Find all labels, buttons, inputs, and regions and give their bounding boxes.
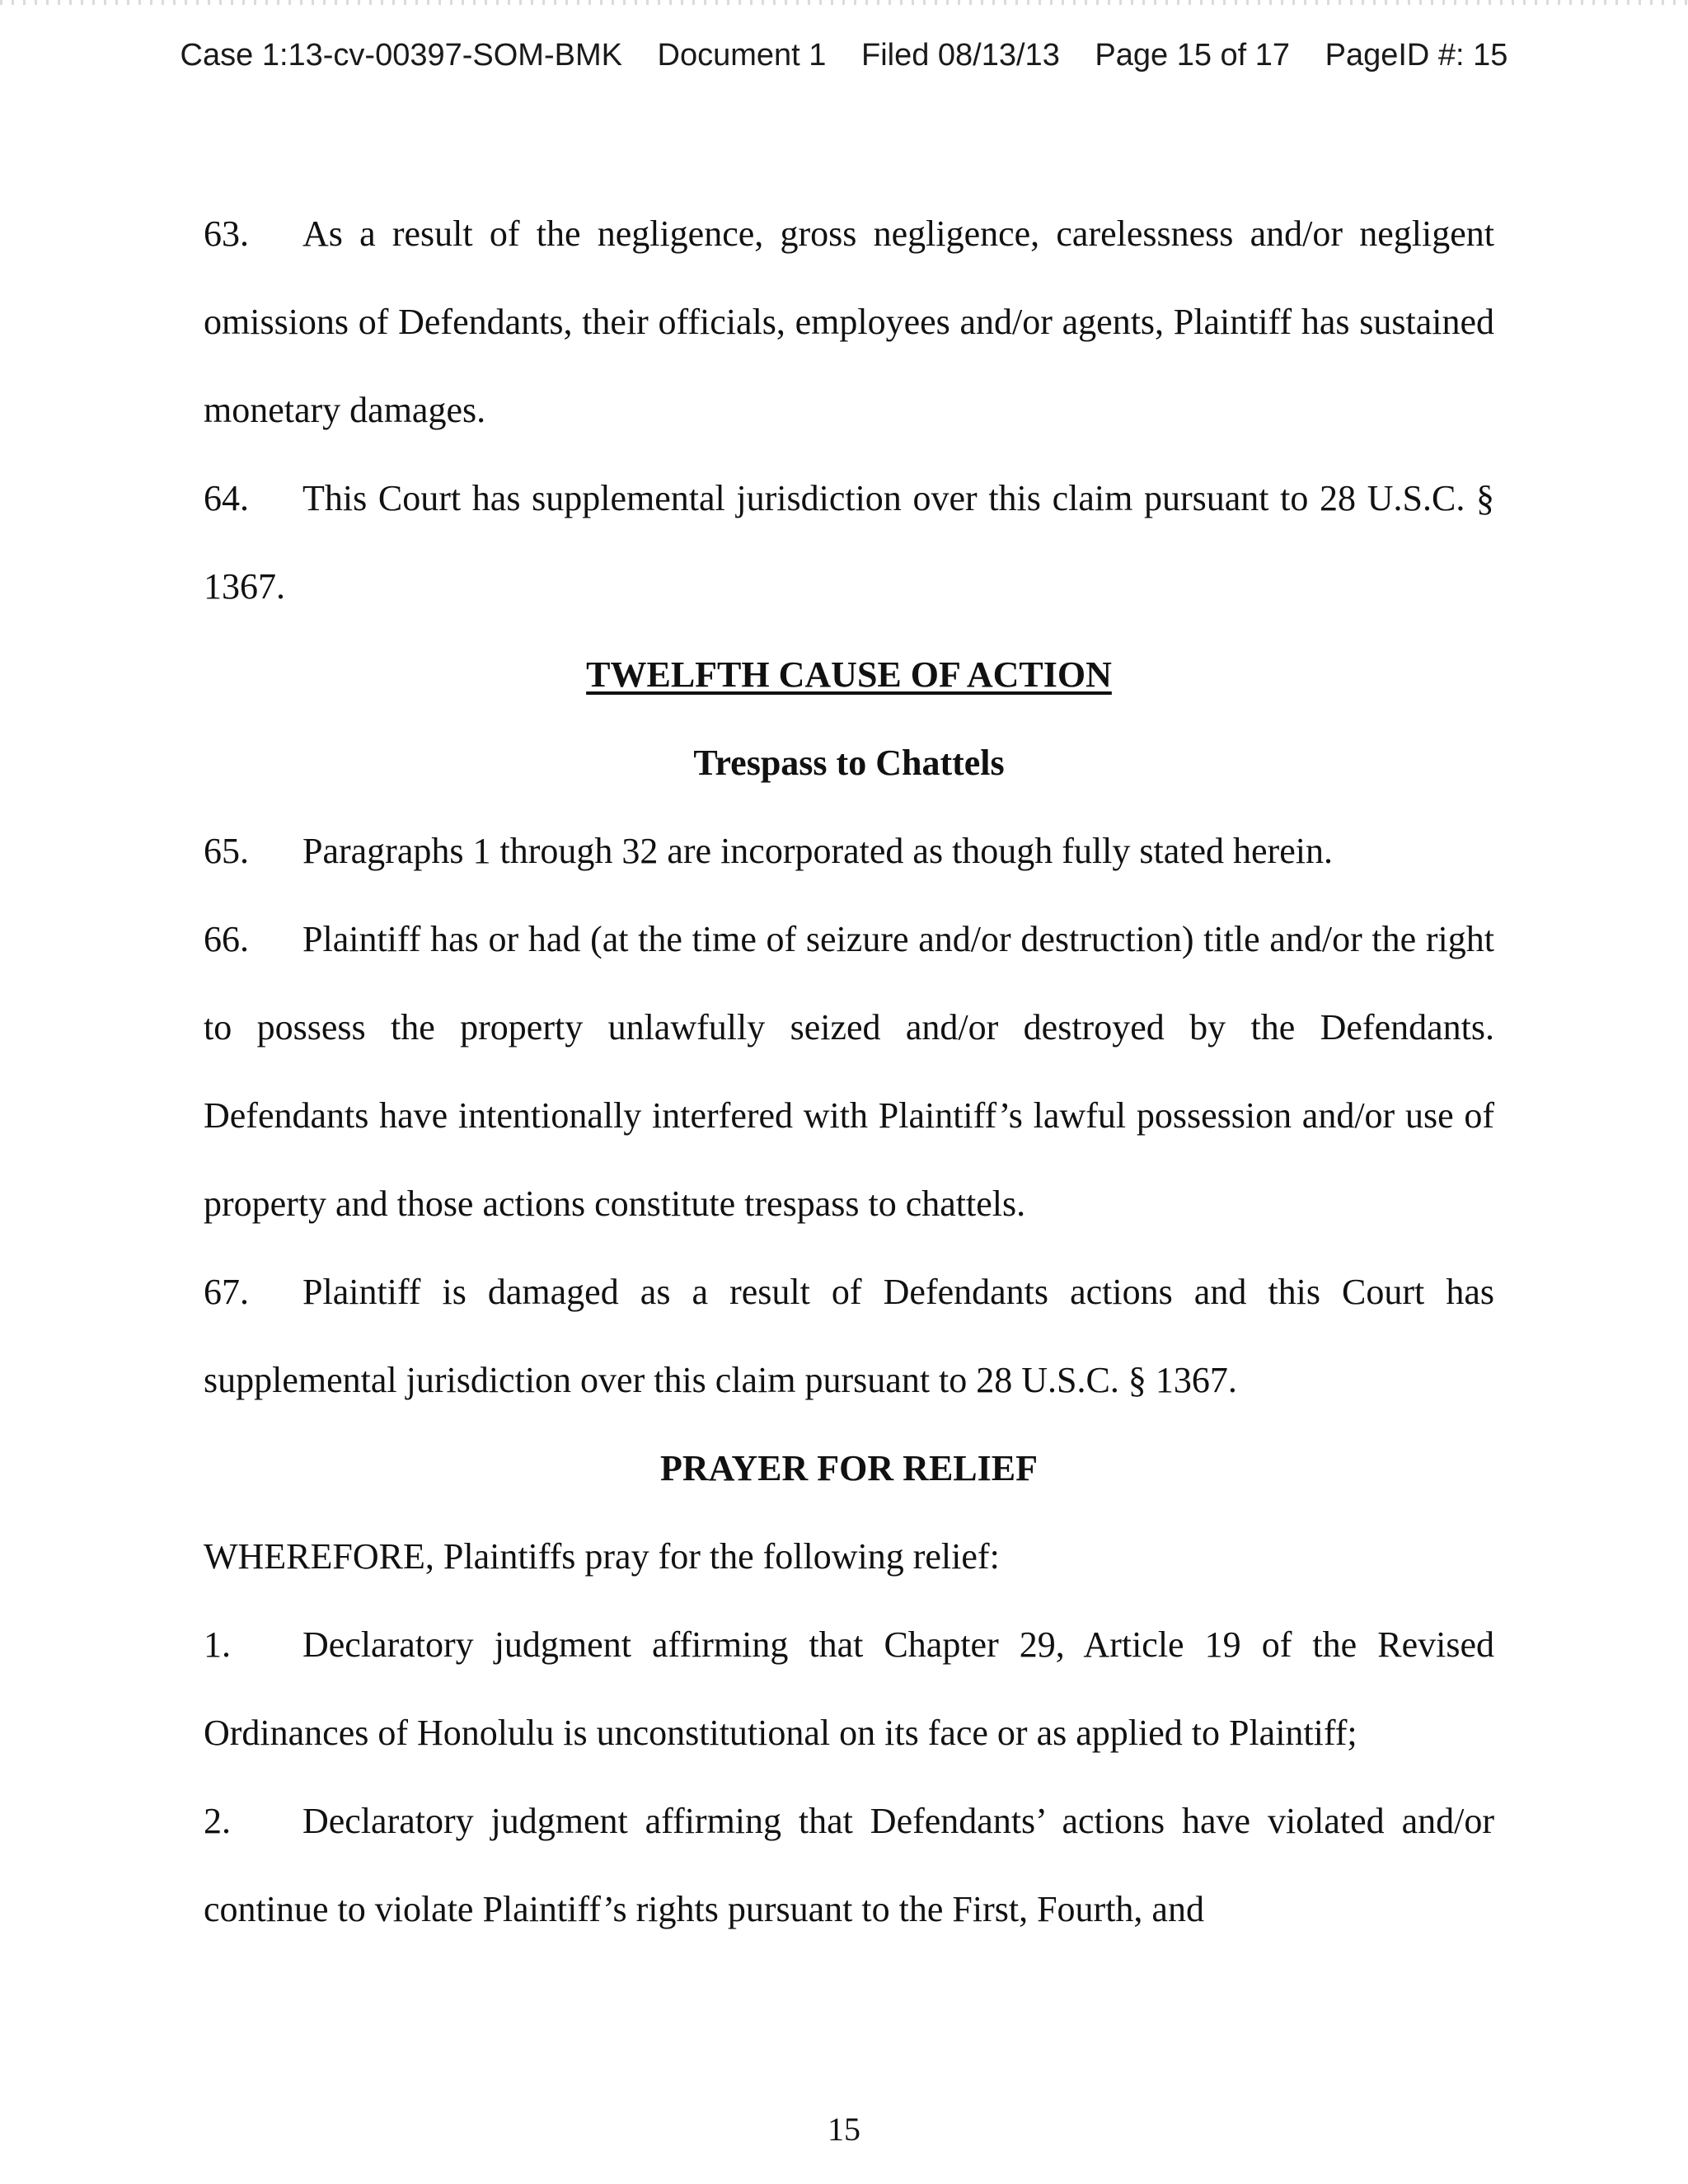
paragraph-number: 66. [204, 919, 249, 959]
section-heading-twelfth-cause: TWELFTH CAUSE OF ACTION [586, 654, 1112, 695]
paragraph-text: As a result of the negligence, gross negligence, carelessness and/or negligent omissions of Defendants, their officials, employees and/or agents, Plaintiff has sustained monetary damages. [204, 213, 1494, 430]
paragraph-64 [204, 454, 1494, 630]
paragraph-number: 64. [204, 478, 249, 518]
scan-edge-artifact [0, 0, 1688, 5]
relief-number: 2. [204, 1801, 231, 1841]
document-number: Document 1 [657, 38, 827, 73]
document-body [204, 190, 1494, 1953]
relief-text: Declaratory judgment affirming that Defendants’ actions have violated and/or continue to violate Plaintiff’s rights pursuant to the First, Fourth, and [204, 1801, 1494, 1929]
paragraph-text: Plaintiff is damaged as a result of Defendants actions and this Court has supplemental jurisdiction over this claim pursuant to 28 U.S.C. § 1367. [204, 1272, 1494, 1400]
paragraph-65 [204, 807, 1494, 895]
filed-date: Filed 08/13/13 [860, 38, 1060, 73]
relief-text: Declaratory judgment affirming that Chapter 29, Article 19 of the Revised Ordinances of Honolulu is unconstitutional on its face or as applied to Plaintiff; [204, 1624, 1494, 1753]
paragraph-63 [204, 190, 1494, 454]
page-count: Page 15 of 17 [1095, 38, 1291, 73]
page-number: 15 [828, 2111, 860, 2148]
section-heading-prayer-for-relief: PRAYER FOR RELIEF [660, 1448, 1038, 1488]
paragraph-number: 63. [204, 213, 249, 254]
case-header [0, 38, 1688, 73]
paragraph-text: This Court has supplemental jurisdiction over this claim pursuant to 28 U.S.C. § 1367. [204, 478, 1494, 607]
paragraph-number: 67. [204, 1272, 249, 1312]
paragraph-67 [204, 1248, 1494, 1424]
paragraph-text: Plaintiff has or had (at the time of seizure and/or destruction) title and/or the right to possess the property unlawfully seized and/or destroyed by the Defendants. Defendants have intentionally interfered with Plaintiff’s lawful possession and/or use of property and those actions constitute trespass to chattels. [204, 919, 1494, 1224]
wherefore-clause: WHEREFORE, Plaintiffs pray for the following relief: [204, 1536, 1000, 1577]
paragraph-66 [204, 895, 1494, 1248]
paragraph-text: Paragraphs 1 through 32 are incorporated as though fully stated herein. [302, 831, 1333, 871]
section-subheading-trespass: Trespass to Chattels [693, 743, 1005, 783]
relief-item-2 [204, 1777, 1494, 1953]
case-number: Case 1:13-cv-00397-SOM-BMK [180, 38, 622, 73]
paragraph-number: 65. [204, 831, 249, 871]
relief-item-1 [204, 1601, 1494, 1777]
relief-number: 1. [204, 1624, 231, 1665]
page-id: PageID #: 15 [1325, 38, 1508, 73]
